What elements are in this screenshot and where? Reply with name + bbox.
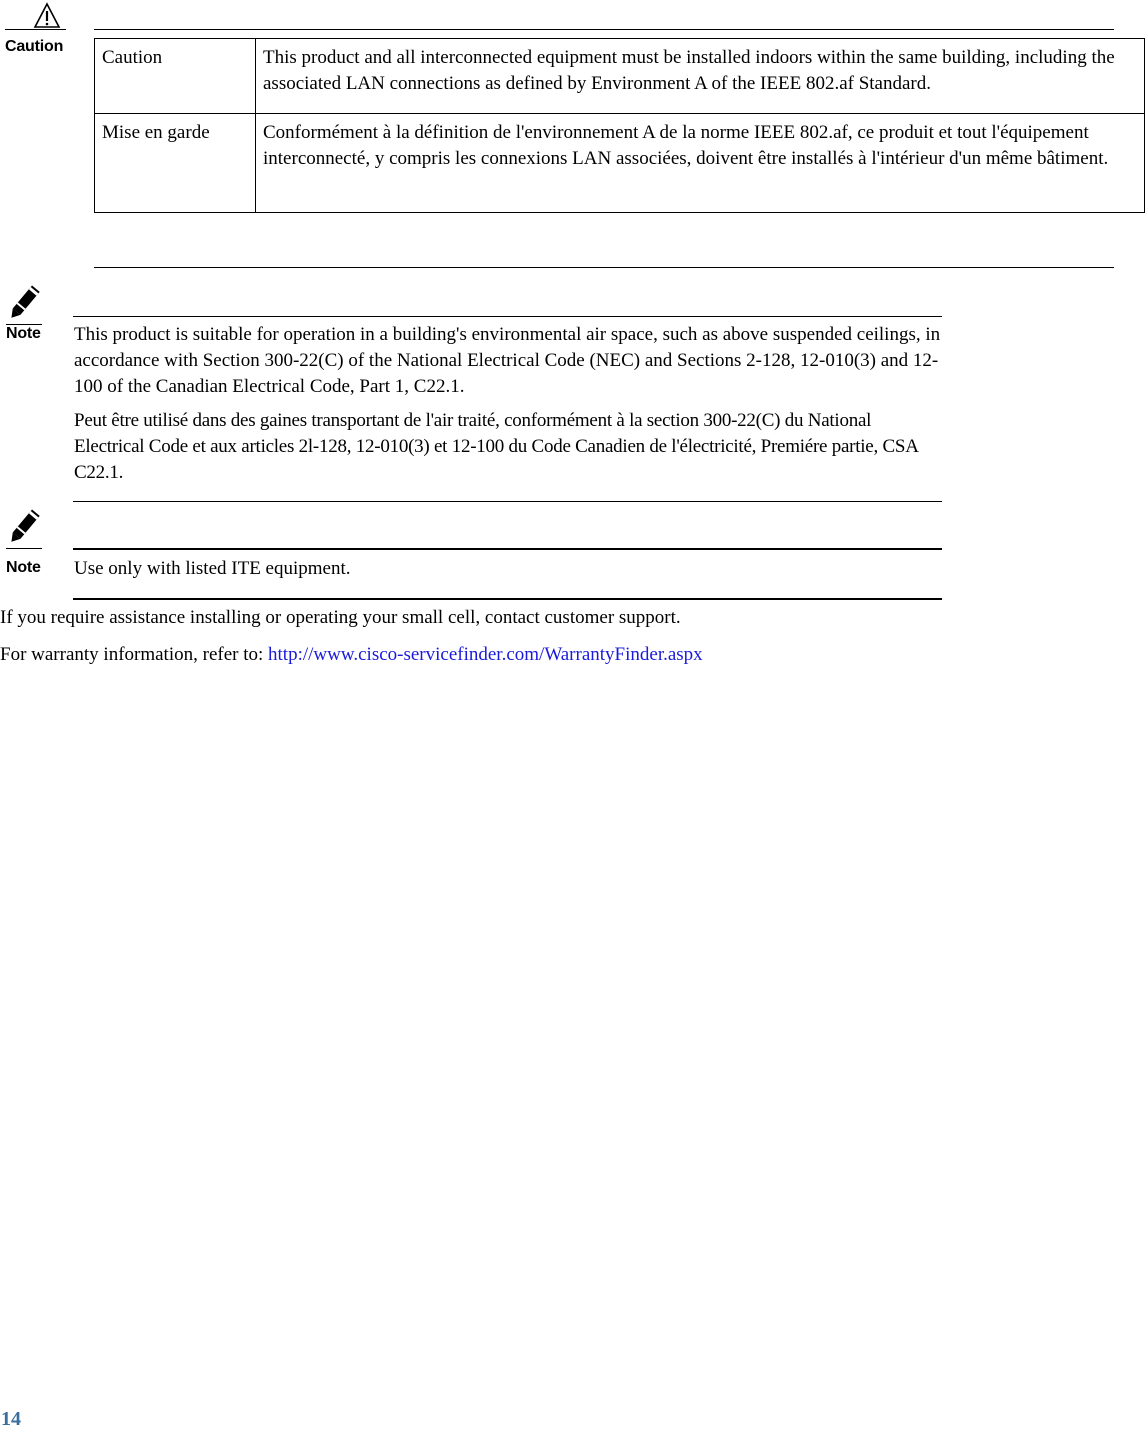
caution-bottom-rule — [94, 267, 1114, 268]
note1-text-block — [74, 322, 944, 486]
caution-label: Caution — [5, 38, 64, 55]
note-label: Note — [6, 325, 41, 342]
note1-paragraph-fr: Peut être utilisé dans des gaines transportant de l'air traité, conformément à la section 300-22(C) du National Electrical Code et aux articles 2l-128, 12-010(3) et 12-100 du Code Canadien de l'électricité, Premiére partie, CSA C22.1. — [74, 410, 918, 483]
note1-top-rule — [73, 316, 942, 317]
note2-bottom-rule — [73, 598, 942, 600]
warranty-link[interactable]: http://www.cisco-servicefinder.com/WarrantyFinder.aspx — [268, 644, 703, 665]
assistance-paragraph: If you require assistance installing or operating your small cell, contact customer support. — [0, 607, 681, 628]
table-row — [95, 39, 1145, 114]
note2-top-rule — [73, 548, 942, 550]
warranty-paragraph — [0, 642, 1100, 668]
note-pencil-icon — [0, 508, 46, 550]
note2-text: Use only with listed ITE equipment. — [74, 558, 351, 579]
caution-row-label: Caution — [95, 39, 256, 114]
caution-row-text: Conformément à la définition de l'environnement A de la norme IEEE 802.af, ce produit et tout l'équipement interconnecté, y compris les connexions LAN associées, doivent être installés à l'intérieur d'un même bâtiment. — [256, 114, 1145, 213]
note-label: Note — [6, 559, 41, 576]
caution-top-rule — [94, 29, 1114, 30]
warranty-prefix: For warranty information, refer to: — [0, 644, 269, 665]
caution-icon-block — [0, 0, 70, 60]
note1-bottom-rule — [73, 501, 942, 502]
caution-row-text: This product and all interconnected equipment must be installed indoors within the same building, including the associated LAN connections as defined by Environment A of the IEEE 802.af Standard. — [256, 39, 1145, 114]
note1-paragraph-en: This product is suitable for operation in a building's environmental air space, such as above suspended ceilings, in accordance with Section 300-22(C) of the National Electrical Code (NEC) and Sections 2-128, 12-010(3) and 12-100 of the Canadian Electrical Code, Part 1, C22.1. — [74, 324, 941, 397]
caution-row-label: Mise en garde — [95, 114, 256, 213]
page-number: 14 — [1, 1408, 21, 1430]
caution-table — [94, 38, 1145, 213]
note-pencil-icon — [0, 284, 46, 326]
table-row — [95, 114, 1145, 213]
caution-triangle-icon — [0, 0, 70, 32]
